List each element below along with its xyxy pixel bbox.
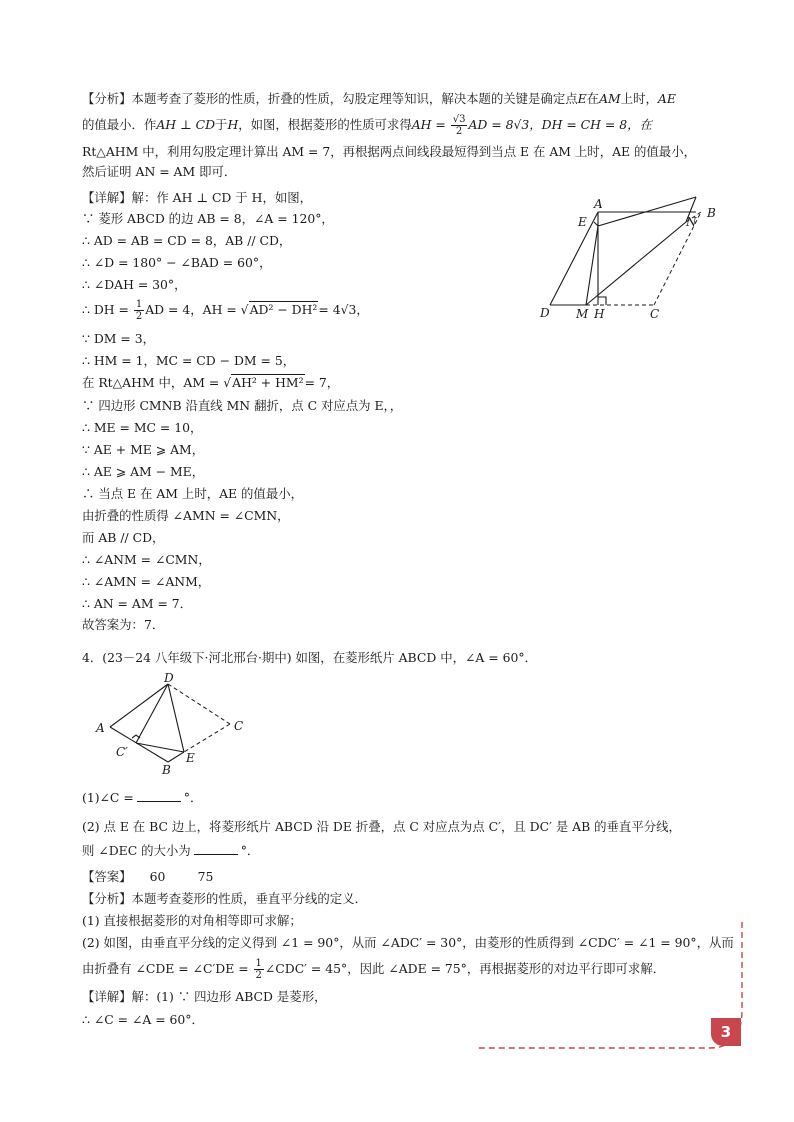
figure-rhombus-paper xyxy=(92,672,252,777)
q4-detail-line: ∴ ∠C = ∠A = 60°． xyxy=(82,1012,204,1027)
fold-line-mn xyxy=(586,222,686,305)
page-number: 3 xyxy=(711,1018,741,1046)
q4-part-1: (1)∠C = °． xyxy=(82,790,203,805)
q3-detail-line: ∴ AE ⩾ AM − ME， xyxy=(82,464,205,479)
q3-detail-line: ∴ ∠ANM = ∠CMN， xyxy=(82,552,211,567)
q3-analysis-line-1: 【分析】本题考查了菱形的性质，折叠的性质，勾股定理等知识，解决本题的关键是确定点E在AM上时，AE xyxy=(82,91,676,106)
q3-detail-line: ∴ AN = AM = 7． xyxy=(82,596,193,611)
q4-answer: 【答案】 60 75 xyxy=(82,869,214,884)
q4-analysis-line: (1) 直接根据菱形的对角相等即可求解； xyxy=(82,913,302,928)
label-E: E xyxy=(578,215,587,229)
right-angle-mark xyxy=(132,735,140,738)
q3-detail-line: 【详解】解：作 AH ⊥ CD 于 H，如图， xyxy=(82,190,313,205)
q3-detail-line: 而 AB // CD， xyxy=(82,530,165,545)
dashed-border xyxy=(476,922,742,1048)
label-H: H xyxy=(594,307,605,321)
answer-blank[interactable] xyxy=(137,789,181,802)
label-C: C xyxy=(650,307,660,321)
q3-detail-line: ∴ AD = AB = CD = 8，AB // CD， xyxy=(82,233,292,248)
label-C: C xyxy=(234,719,244,733)
answer-blank[interactable] xyxy=(194,842,238,855)
q3-detail-line: ∴ DH = $\frac{1}{2}$ AD = 4，AH = √AD² − DH²= 4√3， xyxy=(82,299,369,322)
q3-detail-line: ∴ ∠DAH = 30°， xyxy=(82,277,187,292)
label-D: D xyxy=(540,306,550,320)
edge-be xyxy=(168,752,184,762)
q3-detail-line: ∵ 四边形 CMNB 沿直线 MN 翻折，点 C 对应点为 E，， xyxy=(82,398,403,413)
fraction: $\frac{√3}{2}$ xyxy=(452,114,466,137)
label-M: M xyxy=(576,307,589,321)
q3-analysis-line-2: 的值最小．作AH ⊥ CD于H，如图，根据菱形的性质可求得AH = $\frac{√3}{2}$ AD = 8√3，DH = CH = 8，在 xyxy=(82,114,652,137)
label-A: A xyxy=(594,197,603,211)
edge-ad xyxy=(110,684,168,727)
q4-analysis-line: 【分析】本题考查菱形的性质，垂直平分线的定义． xyxy=(82,891,367,906)
label-B: B xyxy=(162,763,171,777)
fold-line-de xyxy=(168,684,184,752)
label-D: D xyxy=(164,672,174,685)
segment-e-mark xyxy=(594,222,598,226)
right-angle-mark xyxy=(598,297,606,305)
label-A: A xyxy=(96,721,105,735)
label-B: B xyxy=(707,206,716,220)
q3-detail-line: ∵ AE + ME ⩾ AM， xyxy=(82,442,205,457)
q3-detail-line: ∴ ME = MC = 10， xyxy=(82,420,203,435)
edge-da xyxy=(550,212,598,305)
q3-answer-line: 故答案为：7． xyxy=(82,617,165,632)
label-C-prime: C′ xyxy=(116,745,128,759)
q3-detail-line: ∴ ∠D = 180° − ∠BAD = 60°， xyxy=(82,255,272,270)
q4-detail-line: 【详解】解：(1) ∵ 四边形 ABCD 是菱形， xyxy=(82,989,327,1004)
q3-detail-line: ∴ ∠AMN = ∠ANM， xyxy=(82,574,211,589)
figure-rhombus-fold xyxy=(536,192,726,322)
q3-analysis-line-3: Rt△AHM 中，利用勾股定理计算出 AM = 7，再根据两点间线段最短得到当点 E 在 AM 上时，AE 的值最小， xyxy=(82,144,696,159)
q4-analysis-line: (2) 如图，由垂直平分线的定义得到 ∠1 = 90°，从而 ∠ADC′ = 30°，由菱形的性质得到 ∠CDC′ = ∠1 = 90°，从而 xyxy=(82,935,734,950)
q4-analysis-line: 由折叠有 ∠CDE = ∠C′DE = $\frac{1}{2}$ ∠CDC′ = 45°，因此 ∠ADE = 75°，再根据菱形的对边平行即可求解． xyxy=(82,958,666,981)
q3-detail-line: ∵ DM = 3， xyxy=(82,331,155,346)
q4-part-2-line-2: 则 ∠DEC 的大小为 °． xyxy=(82,843,260,858)
dashed-edge-ce xyxy=(184,724,230,752)
q4-part-2-line-1: (2) 点 E 在 BC 边上，将菱形纸片 ABCD 沿 DE 折叠，点 C 对应点为点 C′，且 DC′ 是 AB 的垂直平分线， xyxy=(82,819,681,834)
q4-title: 4．(23－24 八年级下·河北邢台·期中) 如图，在菱形纸片 ABCD 中，∠A = 60°． xyxy=(82,650,537,665)
q3-detail-line: 在 Rt△AHM 中，AM = √AH² + HM²= 7， xyxy=(82,375,340,390)
q3-analysis-line-4: 然后证明 AN = AM 即可． xyxy=(82,164,237,179)
q3-detail-line: 由折叠的性质得 ∠AMN = ∠CMN， xyxy=(82,508,290,523)
segment-dc1 xyxy=(136,684,168,743)
segment-me xyxy=(586,226,598,305)
q3-detail-line: ∵ 菱形 ABCD 的边 AB = 8，∠A = 120°， xyxy=(82,211,334,226)
label-E: E xyxy=(186,751,195,765)
label-N: N xyxy=(686,215,697,229)
q3-detail-line: ∴ 当点 E 在 AM 上时，AE 的值最小， xyxy=(82,486,303,501)
q3-detail-line: ∴ HM = 1，MC = CD − DM = 5， xyxy=(82,353,296,368)
fraction: $\frac{1}{2}$ xyxy=(255,958,262,981)
dashed-edge-dc xyxy=(168,684,230,724)
fraction: $\frac{1}{2}$ xyxy=(135,299,143,322)
